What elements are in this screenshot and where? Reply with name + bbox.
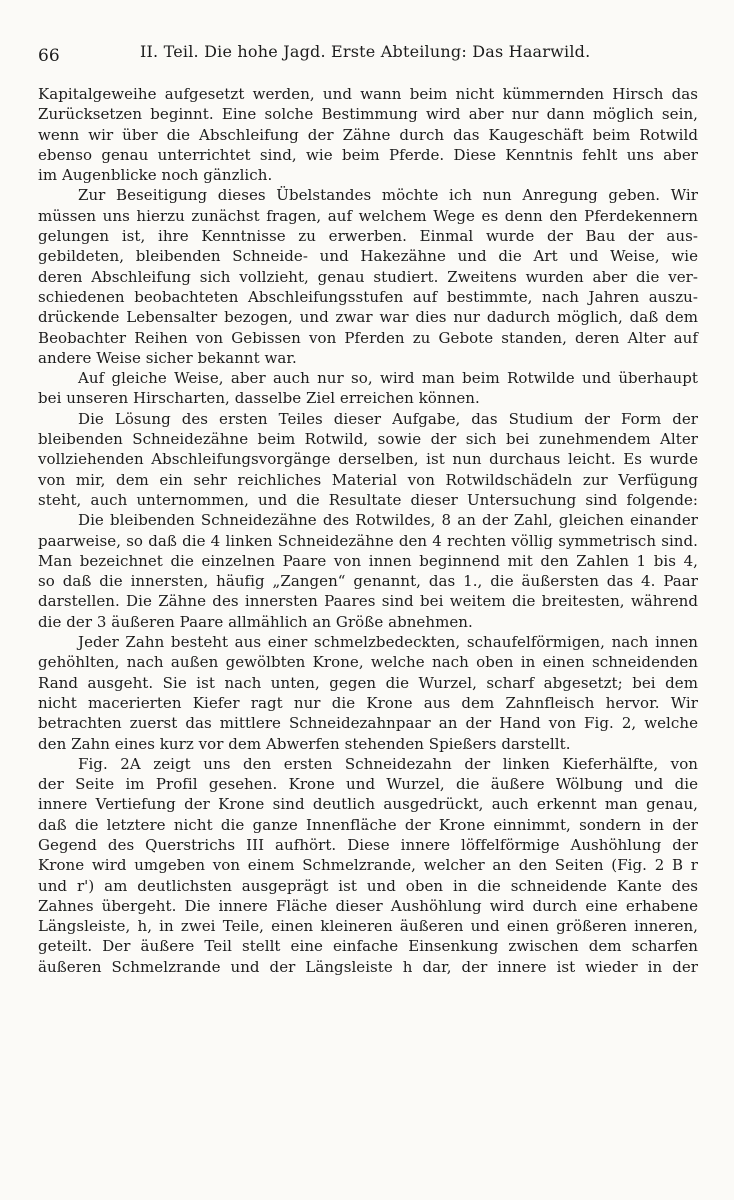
text-line: gebildeten, bleibenden Schneide- und Hakezähne und die Art und Weise, wie — [38, 247, 698, 266]
text-line: müssen uns hierzu zunächst fragen, auf welchem Wege es denn den Pferdekennern — [38, 206, 698, 225]
text-line: im Augenblicke noch gänzlich. — [38, 166, 273, 185]
text-line: gelungen ist, ihre Kenntnisse zu erwerben. Einmal wurde der Bau der aus- — [38, 227, 698, 246]
text-line: betrachten zuerst das mittlere Schneidezahnpaar an der Hand von Fig. 2, welche — [38, 714, 698, 733]
text-line: und r') am deutlichsten ausgeprägt ist und oben in die schneidende Kante des — [38, 876, 698, 895]
page-header — [38, 42, 700, 70]
text-line: der Seite im Profil gesehen. Krone und Wurzel, die äußere Wölbung und die — [38, 775, 698, 794]
text-line: daß die letztere nicht die ganze Innenfläche der Krone einnimmt, sondern in der — [38, 815, 698, 834]
text-line: Die Lösung des ersten Teiles dieser Aufgabe, das Studium der Form der — [78, 409, 698, 428]
text-line: drückende Lebensalter bezogen, und zwar war dies nur dadurch möglich, daß dem — [38, 308, 698, 327]
text-line: vollziehenden Abschleifungsvorgänge derselben, ist nun durchaus leicht. Es wurde — [38, 450, 698, 469]
paragraph-1 — [38, 84, 698, 185]
text-line: wenn wir über die Abschleifung der Zähne durch das Kaugeschäft beim Rotwild — [38, 125, 698, 144]
text-line: deren Abschleifung sich vollzieht, genau studiert. Zweitens wurden aber die ver- — [38, 267, 698, 286]
text-line: Gegend des Querstrichs III aufhört. Diese innere löffelförmige Aushöhlung der — [38, 835, 698, 854]
paragraph-7 — [38, 754, 698, 977]
text-line: Auf gleiche Weise, aber auch nur so, wird man beim Rotwilde und überhaupt — [78, 369, 698, 388]
text-line: Fig. 2A zeigt uns den ersten Schneidezahn der linken Kieferhälfte, von — [78, 754, 698, 773]
text-line: so daß die innersten, häufig „Zangen“ genannt, das 1., die äußersten das 4. Paar — [38, 572, 698, 591]
text-line: andere Weise sicher bekannt war. — [38, 348, 297, 367]
paragraph-5 — [38, 510, 698, 632]
text-line: paarweise, so daß die 4 linken Schneidezähne den 4 rechten völlig symmetrisch sind. — [38, 531, 698, 550]
text-line: ebenso genau unterrichtet sind, wie beim Pferde. Diese Kenntnis fehlt uns aber — [38, 145, 698, 164]
running-title: II. Teil. Die hohe Jagd. Erste Abteilung: Das Haarwild. — [140, 42, 591, 61]
text-line: Beobachter Reihen von Gebissen von Pferden zu Gebote standen, deren Alter auf — [38, 328, 698, 347]
text-line: bleibenden Schneidezähne beim Rotwild, sowie der sich bei zunehmendem Alter — [38, 430, 698, 449]
text-line: von mir, dem ein sehr reichliches Material von Rotwildschädeln zur Verfügung — [38, 470, 698, 489]
text-line: bei unseren Hirscharten, dasselbe Ziel erreichen können. — [38, 389, 480, 408]
text-line: die der 3 äußeren Paare allmählich an Größe abnehmen. — [38, 612, 473, 631]
text-line: darstellen. Die Zähne des innersten Paares sind bei weitem die breitesten, während — [38, 592, 698, 611]
text-line: den Zahn eines kurz vor dem Abwerfen stehenden Spießers darstellt. — [38, 734, 571, 753]
text-line: gehöhlten, nach außen gewölbten Krone, welche nach oben in einen schneidenden — [38, 653, 698, 672]
text-line: Zahnes übergeht. Die innere Fläche dieser Aushöhlung wird durch eine erhabene — [38, 896, 698, 915]
text-line: äußeren Schmelzrande und der Längsleiste h dar, der innere ist wieder in der — [38, 957, 698, 976]
text-line: steht, auch unternommen, und die Resultate dieser Untersuchung sind folgende: — [38, 490, 698, 509]
text-line: Zurücksetzen beginnt. Eine solche Bestimmung wird aber nur dann möglich sein, — [38, 105, 698, 124]
text-line: Zur Beseitigung dieses Übelstandes möchte ich nun Anregung geben. Wir — [78, 186, 698, 205]
text-line: schiedenen beobachteten Abschleifungsstufen auf bestimmte, nach Jahren auszu- — [38, 287, 698, 306]
text-line: Rand ausgeht. Sie ist nach unten, gegen die Wurzel, scharf abgesetzt; bei dem — [38, 673, 698, 692]
text-line: Jeder Zahn besteht aus einer schmelzbedeckten, schaufelförmigen, nach innen — [78, 633, 698, 652]
paragraph-6 — [38, 632, 698, 754]
text-line: innere Vertiefung der Krone sind deutlich ausgedrückt, auch erkennt man genau, — [38, 795, 698, 814]
text-line: geteilt. Der äußere Teil stellt eine einfache Einsenkung zwischen dem scharfen — [38, 937, 698, 956]
paragraph-4 — [38, 409, 698, 510]
text-line: Kapitalgeweihe aufgesetzt werden, und wann beim nicht kümmernden Hirsch das — [38, 85, 698, 103]
text-line: Man bezeichnet die einzelnen Paare von innen beginnend mit den Zahlen 1 bis 4, — [38, 551, 698, 570]
text-line: Längsleiste, h, in zwei Teile, einen kleineren äußeren und einen größeren inneren, — [38, 917, 698, 936]
text-line: nicht macerierten Kiefer ragt nur die Krone aus dem Zahnfleisch hervor. Wir — [38, 693, 698, 712]
text-line: Die bleibenden Schneidezähne des Rotwildes, 8 an der Zahl, gleichen einander — [78, 511, 698, 530]
paragraph-3 — [38, 368, 698, 409]
page-number: 66 — [38, 46, 60, 66]
body-text — [38, 84, 698, 977]
text-line: Krone wird umgeben von einem Schmelzrande, welcher an den Seiten (Fig. 2 B r — [38, 856, 698, 875]
paragraph-2 — [38, 185, 698, 368]
